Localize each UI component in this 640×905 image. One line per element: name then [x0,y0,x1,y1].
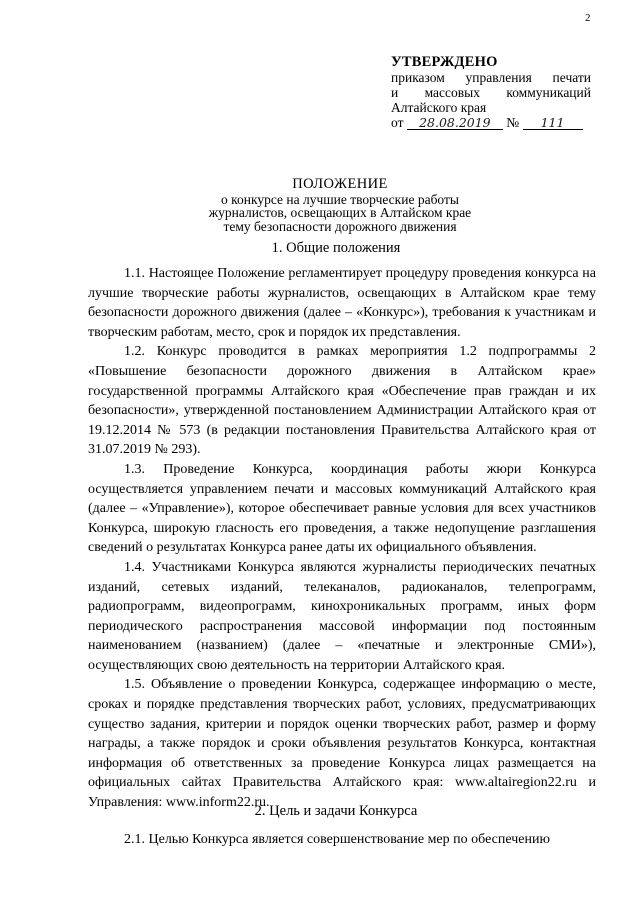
paragraph: 1.2. Конкурс проводится в рамках мероприятия 1.2 подпрограммы 2 «Повышение безопасности дорожного движения в Алтайском крае» государственной программы Алтайского края «Обеспечение прав граждан и их безопасности», утвержденной постановлением Администрации Алтайского края от 19.12.2014 № 573 (в редакции постановления Правительства Алтайского края от 31.07.2019 № 293). [88,344,596,458]
paragraph: 1.4. Участниками Конкурса являются журналисты периодических печатных изданий, сетевых изданий, телеканалов, радиоканалов, телепрограмм, радиопрограмм, видеопрограмм, кинохроникальных программ, иных форм периодического распространения массовой информации под постоянным наименованием (названием) (далее – «печатные и электронные СМИ»), осуществляющих свою деятельность на территории Алтайского края. [88,559,596,673]
section-heading: 2. Цель и задачи Конкурса [254,803,418,819]
document-title: ПОЛОЖЕНИЕ [292,176,388,192]
approval-signature-line [391,115,591,130]
handwritten-number: 111 [523,116,583,130]
page-number: 2 [585,12,591,24]
approval-line: и массовых коммуникаций [391,85,591,100]
document-subtitle-line: о конкурсе на лучшие творческие работы [221,191,459,207]
paragraph: 1.1. Настоящее Положение регламентирует процедуру проведения конкурса на лучшие творческие работы журналистов, освещающих в Алтайском крае тему безопасности дорожного движения (далее – «Конкурс»), требования к участникам и творческим работам, место, срок и порядок их представления. [88,266,596,340]
date-prefix: от [391,115,404,130]
document-title-block [140,178,540,233]
handwritten-date: 28.08.2019 [407,116,503,130]
section-body [88,830,596,850]
paragraph: 1.3. Проведение Конкурса, координация работы жюри Конкурса осуществляется управлением печати и массовых коммуникаций Алтайского края (далее – «Управление»), которое обеспечивает равные условия для всех участников Конкурса, широкую гласность его проведения, а также недопущение разглашения сведений о результатах Конкурса ранее даты их официального объявления. [88,461,596,556]
section-heading: 1. Общие положения [271,240,401,256]
number-prefix: № [506,115,520,130]
paragraph: 1.5. Объявление о проведении Конкурса, содержащее информацию о месте, сроках и порядке представления творческих работ, условиях, предусматривающих существо задания, критерии и порядок оценки творческих работ, размер и форму награды, а также порядок и сроки объявления результатов Конкурса, контактная информация об ответственных за проведение Конкурса лицах размещается на официальных сайтах Правительства Алтайского края: www.altairegion22.ru и Управления: www.inform22.ru. [88,677,596,811]
approval-title: УТВЕРЖДЕНО [391,54,498,70]
approval-line: Алтайского края [391,100,487,115]
approval-stamp [391,55,591,130]
paragraph: 2.1. Целью Конкурса является совершенствование мер по обеспечению [124,832,550,847]
document-subtitle-line: журналистов, освещающих в Алтайском крае [208,205,472,220]
approval-line: приказом управления печати [391,70,591,85]
section-body [88,264,596,813]
document-subtitle-line: тему безопасности дорожного движения [223,218,457,234]
